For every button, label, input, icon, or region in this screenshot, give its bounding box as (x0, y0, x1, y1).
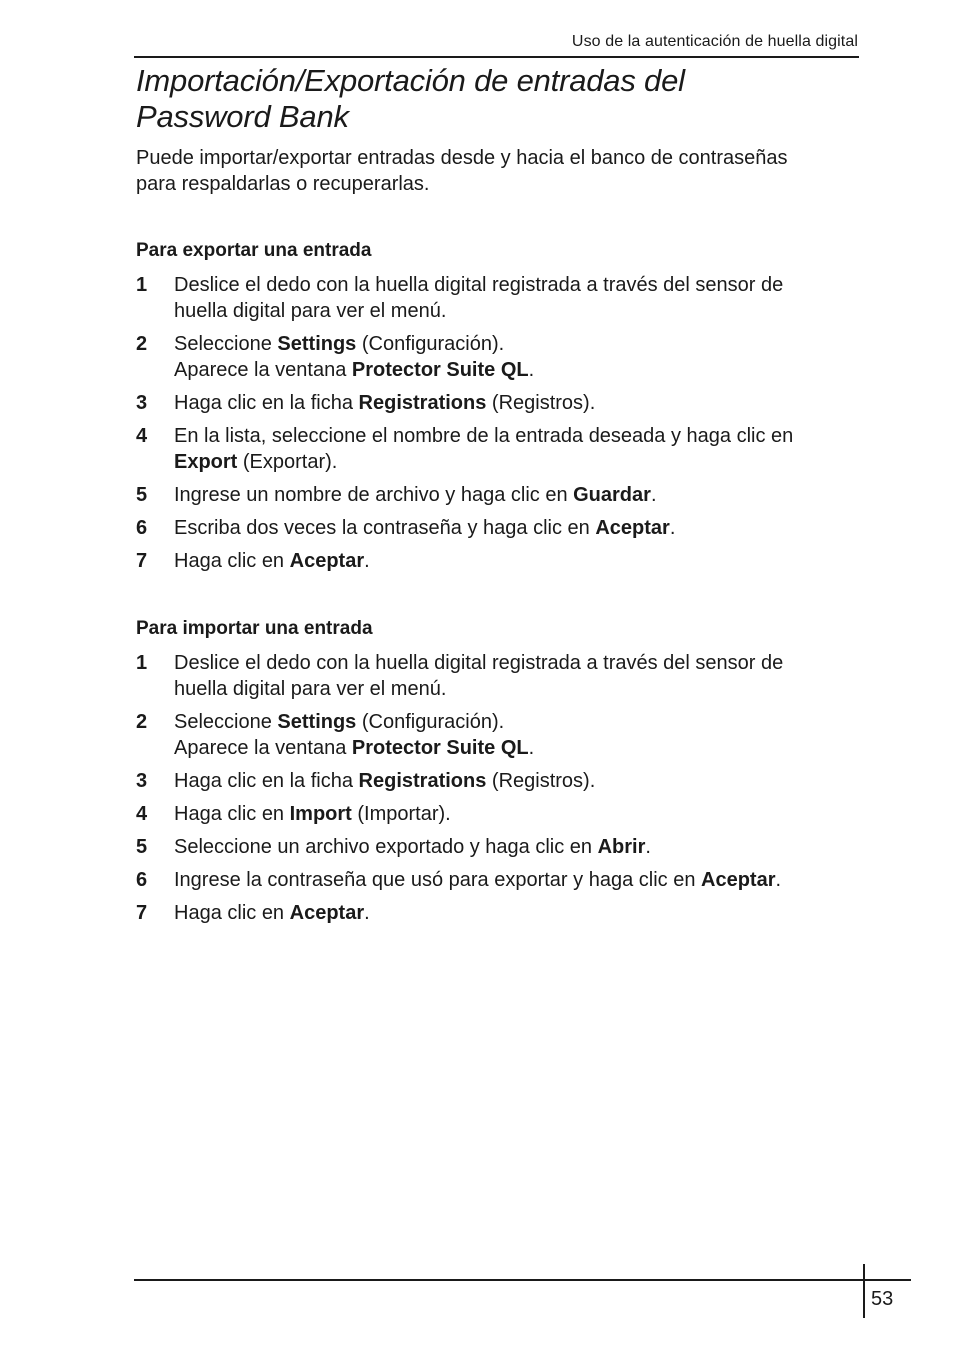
ui-term: Abrir (597, 836, 646, 858)
step-number: 7 (136, 902, 148, 924)
ui-term: Export (174, 451, 238, 473)
step-text: (Importar). (351, 803, 451, 825)
import-step-2 (136, 709, 856, 761)
step-number: 2 (136, 711, 148, 733)
step-text: Haga clic en la ficha (174, 770, 359, 792)
step-number: 4 (136, 425, 148, 447)
step-text: Ingrese un nombre de archivo y haga clic en (174, 484, 574, 506)
page-number: 53 (871, 1288, 894, 1310)
intro-line-2: para respaldarlas o recuperarlas. (136, 173, 430, 195)
ui-term: Aceptar (289, 902, 365, 924)
intro-line-1: Puede importar/exportar entradas desde y hacia el banco de contraseñas (136, 147, 788, 169)
ui-term: Registrations (358, 770, 487, 792)
export-step-1 (136, 272, 856, 324)
import-steps (136, 650, 856, 933)
step-text: huella digital para ver el menú. (174, 300, 447, 322)
step-text: (Configuración). (356, 333, 505, 355)
header-rule (134, 56, 859, 58)
ui-term: Aceptar (595, 517, 670, 539)
export-step-5 (136, 482, 856, 508)
step-text: . (364, 902, 370, 924)
step-number: 3 (136, 770, 148, 792)
import-step-7 (136, 900, 856, 926)
step-number: 5 (136, 484, 148, 506)
step-text: (Registros). (486, 392, 596, 414)
step-text: . (528, 737, 535, 759)
step-text: (Registros). (486, 770, 596, 792)
export-step-3 (136, 390, 856, 416)
step-text: . (645, 836, 651, 858)
ui-term: Aceptar (701, 869, 776, 891)
page-title (136, 63, 856, 135)
step-text: Haga clic en (174, 902, 290, 924)
ui-term: Settings (277, 711, 357, 733)
ui-term: Import (289, 803, 352, 825)
import-step-6 (136, 867, 856, 893)
title-line-1: Importación/Exportación de entradas del (136, 63, 685, 98)
title-line-2: Password Bank (136, 99, 349, 134)
export-step-4 (136, 423, 856, 475)
import-step-4 (136, 801, 856, 827)
footer-divider (863, 1264, 865, 1318)
export-step-2 (136, 331, 856, 383)
step-text: Haga clic en (174, 803, 290, 825)
running-head: Uso de la autenticación de huella digital (571, 33, 858, 50)
export-step-7 (136, 548, 856, 574)
step-text: Seleccione (174, 711, 278, 733)
step-number: 6 (136, 869, 148, 891)
step-number: 1 (136, 274, 148, 296)
step-number: 4 (136, 803, 148, 825)
export-step-6 (136, 515, 856, 541)
import-heading: Para importar una entrada (136, 618, 373, 639)
step-number: 7 (136, 550, 148, 572)
ui-term: Guardar (573, 484, 651, 506)
export-heading: Para exportar una entrada (136, 240, 372, 261)
step-text: . (669, 517, 676, 539)
step-text: En la lista, seleccione el nombre de la entrada deseada y haga clic en (174, 425, 794, 447)
step-number: 6 (136, 517, 148, 539)
step-text: Escriba dos veces la contraseña y haga clic en (174, 517, 596, 539)
ui-term: Protector Suite QL (351, 737, 529, 759)
step-text: . (775, 869, 782, 891)
intro-paragraph (136, 145, 856, 197)
step-text: (Exportar). (237, 451, 338, 473)
ui-term: Protector Suite QL (351, 359, 529, 381)
step-number: 5 (136, 836, 148, 858)
step-text: Seleccione (174, 333, 278, 355)
step-text: Haga clic en la ficha (174, 392, 359, 414)
step-text: (Configuración). (356, 711, 505, 733)
export-steps (136, 272, 856, 581)
step-text: Haga clic en (174, 550, 290, 572)
step-text: Aparece la ventana (174, 737, 352, 759)
ui-term: Aceptar (289, 550, 365, 572)
step-text: Deslice el dedo con la huella digital registrada a través del sensor de (174, 274, 784, 296)
step-text: . (650, 484, 657, 506)
step-text: . (528, 359, 535, 381)
ui-term: Registrations (358, 392, 487, 414)
step-text: Aparece la ventana (174, 359, 352, 381)
step-number: 2 (136, 333, 148, 355)
step-number: 1 (136, 652, 148, 674)
step-number: 3 (136, 392, 148, 414)
ui-term: Settings (277, 333, 357, 355)
footer-rule (134, 1279, 911, 1281)
step-text: Deslice el dedo con la huella digital registrada a través del sensor de (174, 652, 784, 674)
step-text: huella digital para ver el menú. (174, 678, 447, 700)
step-text: Seleccione un archivo exportado y haga clic en (174, 836, 598, 858)
step-text: Ingrese la contraseña que usó para exportar y haga clic en (174, 869, 701, 891)
import-step-3 (136, 768, 856, 794)
import-step-5 (136, 834, 856, 860)
step-text: . (364, 550, 370, 572)
import-step-1 (136, 650, 856, 702)
